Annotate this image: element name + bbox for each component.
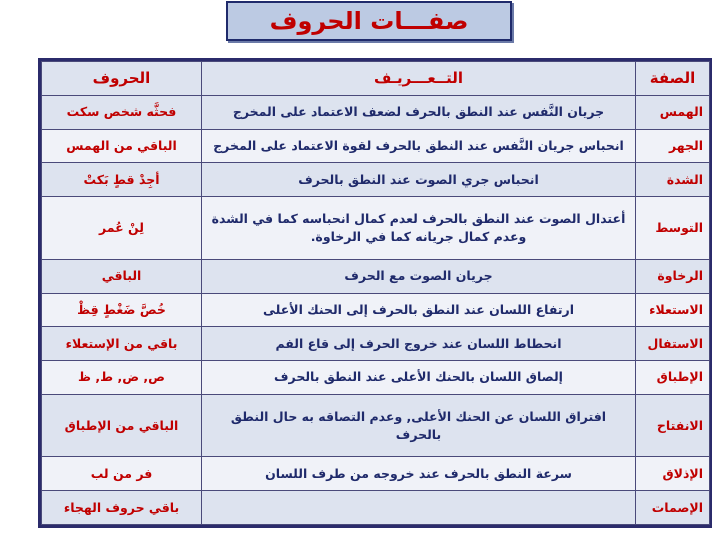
- attribute-cell: الجهر: [636, 129, 710, 163]
- definition-cell: انحباس جريان النَّفس عند النطق بالحرف لقوة الاعتماد على المخرج: [202, 129, 636, 163]
- table-row: [42, 129, 710, 163]
- table-row: [42, 96, 710, 130]
- table-row: [42, 163, 710, 197]
- attribute-cell: الإصمات: [636, 491, 710, 525]
- attribute-cell: الإذلاق: [636, 457, 710, 491]
- table-row: [42, 293, 710, 327]
- letters-cell: أجِدْ قطٍ بَكتْ: [42, 163, 202, 197]
- table-header-row: [42, 62, 710, 96]
- header-attribute: الصفة: [636, 62, 710, 96]
- letters-cell: لِنْ عُمر: [42, 197, 202, 260]
- table-row: [42, 457, 710, 491]
- definition-cell: سرعة النطق بالحرف عند خروجه من طرف اللسان: [202, 457, 636, 491]
- letters-cell: خُصَّ ضَغْطٍ قِظْ: [42, 293, 202, 327]
- attributes-table: [38, 58, 712, 528]
- definition-cell: [202, 491, 636, 525]
- letters-cell: فر من لب: [42, 457, 202, 491]
- definition-cell: جريان النَّفس عند النطق بالحرف لضعف الاعتماد على المخرج: [202, 96, 636, 130]
- attribute-cell: التوسط: [636, 197, 710, 260]
- definition-cell: جريان الصوت مع الحرف: [202, 259, 636, 293]
- title-box: [226, 1, 512, 41]
- letters-cell: الباقي: [42, 259, 202, 293]
- definition-cell: أعتدال الصوت عند النطق بالحرف لعدم كمال انحباسه كما في الشدة وعدم كمال جريانه كما في الرخاوة.: [202, 197, 636, 260]
- table: [41, 61, 710, 525]
- letters-cell: الباقي من الإطباق: [42, 394, 202, 457]
- definition-cell: انحباس جري الصوت عند النطق بالحرف: [202, 163, 636, 197]
- attribute-cell: الرخاوة: [636, 259, 710, 293]
- table-row: [42, 491, 710, 525]
- header-letters: الحروف: [42, 62, 202, 96]
- header-definition: التــعـــريـف: [202, 62, 636, 96]
- attribute-cell: الإطباق: [636, 361, 710, 395]
- letters-cell: باقي من الإستعلاء: [42, 327, 202, 361]
- definition-cell: ارتفاع اللسان عند النطق بالحرف إلى الحنك الأعلى: [202, 293, 636, 327]
- letters-cell: فحثَّه شخص سكت: [42, 96, 202, 130]
- definition-cell: إلصاق اللسان بالحنك الأعلى عند النطق بالحرف: [202, 361, 636, 395]
- attribute-cell: الشدة: [636, 163, 710, 197]
- page-title: صفـــات الحروف: [269, 7, 469, 35]
- table-row: [42, 361, 710, 395]
- attribute-cell: الاستعلاء: [636, 293, 710, 327]
- letters-cell: الباقي من الهمس: [42, 129, 202, 163]
- table-row: [42, 394, 710, 457]
- letters-cell: باقي حروف الهجاء: [42, 491, 202, 525]
- attribute-cell: الانفتاح: [636, 394, 710, 457]
- definition-cell: انحطاط اللسان عند خروج الحرف إلى قاع الفم: [202, 327, 636, 361]
- attribute-cell: الاستفال: [636, 327, 710, 361]
- attribute-cell: الهمس: [636, 96, 710, 130]
- letters-cell: ص, ض, ط, ظ: [42, 361, 202, 395]
- table-row: [42, 327, 710, 361]
- table-row: [42, 197, 710, 260]
- table-row: [42, 259, 710, 293]
- definition-cell: افتراق اللسان عن الحنك الأعلى, وعدم التصاقه به حال النطق بالحرف: [202, 394, 636, 457]
